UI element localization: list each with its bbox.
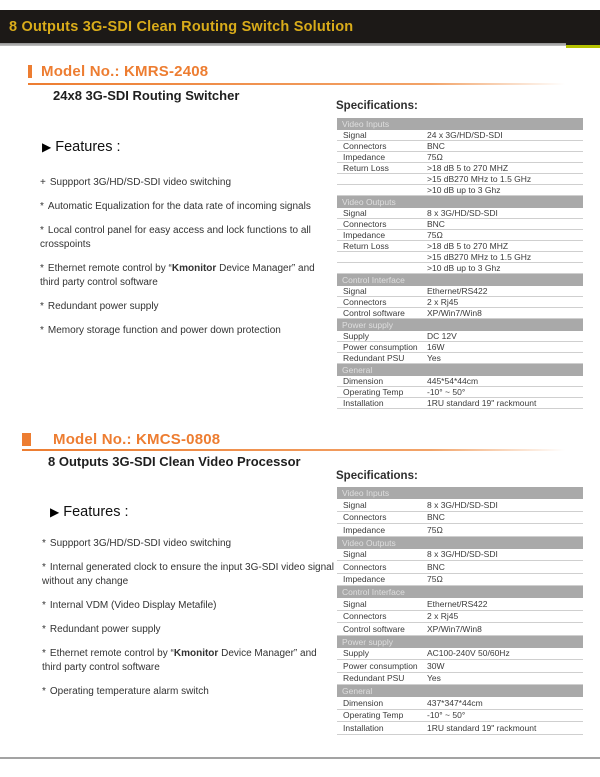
- spec-row: [337, 331, 583, 342]
- spec-row: [337, 697, 583, 710]
- spec-row: [337, 660, 583, 673]
- spec-key: Impedance: [343, 574, 386, 585]
- spec-section-header: Video Outputs: [337, 196, 583, 208]
- spec-section-header: General: [337, 685, 583, 697]
- spec-key: Dimension: [343, 697, 384, 708]
- spec-section-header: Video Outputs: [337, 537, 583, 549]
- spec-row: [337, 342, 583, 353]
- spec-key: Signal: [343, 598, 367, 609]
- triangle-bullet-icon: ▶: [42, 140, 52, 154]
- feature-text: Suppport 3G/HD/SD-SDI video switching: [49, 177, 232, 188]
- spec-row: [337, 297, 583, 308]
- spec-row: [337, 252, 583, 263]
- spec-row: [337, 230, 583, 241]
- feature-item: [40, 224, 332, 252]
- feature-item: [42, 647, 334, 675]
- spec-key: Return Loss: [343, 241, 389, 251]
- spec-section-header: Control Interface: [337, 586, 583, 598]
- specifications-label: Specifications:: [336, 470, 418, 482]
- spec-row: [337, 241, 583, 252]
- spec-value: >10 dB up to 3 Ghz: [427, 263, 501, 273]
- spec-value: >10 dB up to 3 Ghz: [427, 185, 501, 195]
- spec-key: Impedance: [343, 152, 386, 162]
- spec-value: BNC: [427, 512, 445, 523]
- spec-row: [337, 398, 583, 409]
- spec-value: Yes: [427, 673, 441, 684]
- spec-key: Control software: [343, 623, 405, 634]
- feature-text-bold: Kmonitor: [171, 263, 217, 274]
- spec-table: [337, 487, 583, 735]
- spec-row: [337, 549, 583, 562]
- spec-row: [337, 598, 583, 611]
- spec-value: 437*347*44cm: [427, 697, 483, 708]
- page-title: 8 Outputs 3G-SDI Clean Routing Switch Solution: [9, 18, 354, 35]
- header-bar: [0, 10, 600, 43]
- spec-value: >18 dB 5 to 270 MHZ: [427, 241, 509, 251]
- product-subtitle: 24x8 3G-SDI Routing Switcher: [53, 88, 240, 103]
- feature-text: Ethernet remote control by “: [47, 263, 172, 274]
- spec-key: Supply: [343, 331, 369, 341]
- feature-bullet: *: [40, 325, 44, 336]
- model-underline: [22, 449, 565, 451]
- spec-row: [337, 263, 583, 274]
- spec-key: Supply: [343, 648, 369, 659]
- product-subtitle: 8 Outputs 3G-SDI Clean Video Processor: [48, 454, 301, 469]
- spec-key: Installation: [343, 398, 384, 408]
- spec-value: Ethernet/RS422: [427, 286, 488, 296]
- model-heading-row: [28, 63, 208, 80]
- model-accent-bar: [22, 433, 31, 446]
- feature-bullet: *: [42, 538, 46, 549]
- spec-row: [337, 673, 583, 686]
- feature-item: [42, 561, 334, 589]
- footer-divider: [0, 757, 600, 759]
- spec-value: XP/Win7/Win8: [427, 308, 482, 318]
- feature-item: [40, 176, 332, 190]
- spec-row: [337, 185, 583, 196]
- spec-key: Signal: [343, 499, 367, 510]
- spec-key: Control software: [343, 308, 405, 318]
- feature-text-bold: Kmonitor: [173, 648, 219, 659]
- spec-key: Operating Temp: [343, 710, 404, 721]
- spec-section-header: Control Interface: [337, 274, 583, 286]
- feature-text: Redundant power supply: [49, 624, 161, 635]
- spec-key: Redundant PSU: [343, 353, 405, 363]
- spec-value: 75Ω: [427, 152, 443, 162]
- feature-text: Internal VDM (Video Display Metafile): [49, 600, 217, 611]
- spec-row: [337, 208, 583, 219]
- spec-key: Connectors: [343, 512, 387, 523]
- spec-value: -10° ~ 50°: [427, 710, 466, 721]
- spec-value: 1RU standard 19" rackmount: [427, 722, 537, 733]
- spec-row: [337, 174, 583, 185]
- feature-item: [40, 300, 332, 314]
- feature-text: Local control panel for easy access and lock functions to all crosspoints: [40, 225, 311, 250]
- spec-row: [337, 611, 583, 624]
- feature-bullet: *: [42, 600, 46, 611]
- spec-key: Installation: [343, 722, 384, 733]
- feature-bullet: *: [40, 225, 44, 236]
- spec-row: [337, 286, 583, 297]
- model-underline: [28, 83, 565, 85]
- spec-value: 2 x Rj45: [427, 611, 459, 622]
- feature-bullet: *: [40, 263, 44, 274]
- feature-item: [42, 623, 334, 637]
- spec-value: 16W: [427, 342, 445, 352]
- spec-row: [337, 524, 583, 537]
- feature-item: [42, 599, 334, 613]
- spec-value: DC 12V: [427, 331, 457, 341]
- spec-key: Signal: [343, 286, 367, 296]
- feature-bullet: +: [40, 177, 46, 188]
- spec-key: Dimension: [343, 376, 384, 386]
- spec-row: [337, 376, 583, 387]
- spec-value: -10° ~ 50°: [427, 387, 466, 397]
- feature-text: Operating temperature alarm switch: [49, 686, 209, 697]
- spec-value: 8 x 3G/HD/SD-SDI: [427, 208, 498, 218]
- spec-row: [337, 130, 583, 141]
- spec-value: AC100-240V 50/60Hz: [427, 648, 510, 659]
- spec-value: 8 x 3G/HD/SD-SDI: [427, 549, 498, 560]
- features-heading: [50, 504, 129, 520]
- specifications-label: Specifications:: [336, 100, 418, 112]
- spec-key: Power consumption: [343, 342, 418, 352]
- spec-key: Connectors: [343, 141, 387, 151]
- spec-key: Signal: [343, 130, 367, 140]
- spec-value: XP/Win7/Win8: [427, 623, 482, 634]
- spec-value: 75Ω: [427, 524, 443, 535]
- features-label: Features :: [55, 139, 121, 155]
- feature-item: [40, 324, 332, 338]
- spec-section-header: General: [337, 364, 583, 376]
- spec-row: [337, 353, 583, 364]
- feature-bullet: *: [42, 648, 46, 659]
- feature-bullet: *: [42, 624, 46, 635]
- spec-value: BNC: [427, 141, 445, 151]
- spec-value: 30W: [427, 660, 445, 671]
- spec-key: Operating Temp: [343, 387, 404, 397]
- features-list: [42, 537, 334, 709]
- feature-text: Suppport 3G/HD/SD-SDI video switching: [49, 538, 232, 549]
- spec-row: [337, 512, 583, 525]
- spec-row: [337, 722, 583, 735]
- spec-row: [337, 387, 583, 398]
- spec-value: 8 x 3G/HD/SD-SDI: [427, 499, 498, 510]
- spec-section-header: Video Inputs: [337, 118, 583, 130]
- spec-key: Power consumption: [343, 660, 418, 671]
- header-underline: [0, 43, 566, 46]
- spec-table: [337, 118, 583, 409]
- spec-value: >18 dB 5 to 270 MHZ: [427, 163, 509, 173]
- spec-section-header: Power supply: [337, 319, 583, 331]
- spec-value: 1RU standard 19" rackmount: [427, 398, 537, 408]
- spec-row: [337, 163, 583, 174]
- spec-key: Redundant PSU: [343, 673, 405, 684]
- spec-key: Connectors: [343, 611, 387, 622]
- spec-key: Connectors: [343, 219, 387, 229]
- feature-bullet: *: [40, 301, 44, 312]
- spec-value: 75Ω: [427, 574, 443, 585]
- spec-value: 75Ω: [427, 230, 443, 240]
- spec-row: [337, 141, 583, 152]
- spec-row: [337, 308, 583, 319]
- spec-key: Return Loss: [343, 163, 389, 173]
- features-label: Features :: [63, 504, 129, 520]
- spec-section-header: Video Inputs: [337, 487, 583, 499]
- spec-key: Connectors: [343, 561, 387, 572]
- spec-value: >15 dB270 MHz to 1.5 GHz: [427, 174, 532, 184]
- spec-key: Signal: [343, 549, 367, 560]
- spec-key: Impedance: [343, 524, 386, 535]
- feature-text: Device Manager” and third party control software: [40, 263, 315, 288]
- spec-key: Impedance: [343, 230, 386, 240]
- spec-value: Yes: [427, 353, 441, 363]
- spec-row: [337, 710, 583, 723]
- feature-text: Device Manager” and third party control software: [42, 648, 317, 673]
- features-list: [40, 176, 332, 348]
- spec-row: [337, 219, 583, 230]
- spec-row: [337, 152, 583, 163]
- spec-value: 24 x 3G/HD/SD-SDI: [427, 130, 503, 140]
- spec-row: [337, 648, 583, 661]
- triangle-bullet-icon: ▶: [50, 505, 60, 519]
- feature-bullet: *: [40, 201, 44, 212]
- feature-item: [40, 262, 332, 290]
- model-number: Model No.: KMRS-2408: [41, 63, 209, 80]
- spec-key: Signal: [343, 208, 367, 218]
- spec-row: [337, 561, 583, 574]
- spec-value: 2 x Rj45: [427, 297, 459, 307]
- model-heading-row: [22, 431, 220, 448]
- spec-value: BNC: [427, 219, 445, 229]
- model-accent-bar: [28, 65, 32, 78]
- feature-text: Redundant power supply: [47, 301, 159, 312]
- spec-value: >15 dB270 MHz to 1.5 GHz: [427, 252, 532, 262]
- feature-bullet: *: [42, 686, 46, 697]
- feature-text: Automatic Equalization for the data rate of incoming signals: [47, 201, 311, 212]
- feature-item: [42, 537, 334, 551]
- feature-bullet: *: [42, 562, 46, 573]
- header-accent-line: [566, 45, 600, 48]
- model-number: Model No.: KMCS-0808: [53, 431, 221, 448]
- feature-text: Memory storage function and power down protection: [47, 325, 281, 336]
- spec-key: Connectors: [343, 297, 387, 307]
- spec-row: [337, 574, 583, 587]
- feature-item: [40, 200, 332, 214]
- feature-item: [42, 685, 334, 699]
- feature-text: Internal generated clock to ensure the input 3G-SDI video signal without any change: [42, 562, 334, 587]
- features-heading: [42, 139, 121, 155]
- spec-value: 445*54*44cm: [427, 376, 479, 386]
- spec-row: [337, 499, 583, 512]
- spec-value: Ethernet/RS422: [427, 598, 488, 609]
- feature-text: Ethernet remote control by “: [49, 648, 174, 659]
- spec-value: BNC: [427, 561, 445, 572]
- spec-section-header: Power supply: [337, 636, 583, 648]
- spec-row: [337, 623, 583, 636]
